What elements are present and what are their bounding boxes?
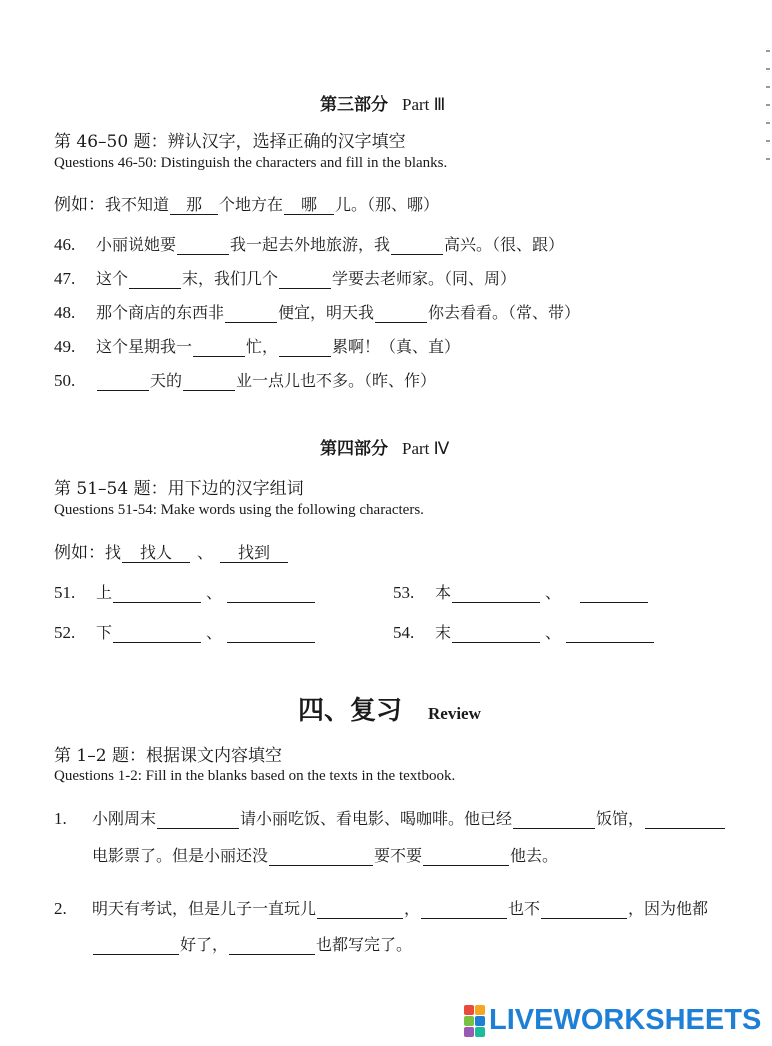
liveworksheets-logo: [464, 1004, 761, 1037]
answer-blank[interactable]: [375, 303, 427, 323]
example-answer: 找到: [220, 543, 288, 563]
separator: 、: [545, 583, 562, 602]
question-text: ，: [404, 899, 421, 918]
question-54: [393, 620, 655, 643]
answer-blank[interactable]: [541, 899, 627, 919]
answer-blank[interactable]: [421, 899, 507, 919]
answer-blank[interactable]: [452, 583, 540, 603]
answer-blank[interactable]: [645, 809, 725, 829]
question-text: 你去看看。（常、带）: [428, 303, 581, 322]
question-53: [393, 580, 649, 603]
question-number: 53.: [393, 583, 415, 602]
answer-blank[interactable]: [113, 583, 201, 603]
answer-blank[interactable]: [580, 583, 648, 603]
review-instruction-zh: 第 1–2 题：根据课文内容填空: [54, 746, 282, 766]
question-48: [54, 300, 580, 323]
question-text: 忙，: [246, 337, 279, 356]
part3-title-en: Part Ⅲ: [402, 95, 446, 114]
question-number: 48.: [54, 303, 76, 322]
answer-blank[interactable]: [97, 371, 149, 391]
part4-title: [320, 434, 449, 459]
question-text: 累啊！（真、直）: [332, 337, 461, 356]
question-text: 我一起去外地旅游，我: [230, 235, 391, 254]
answer-blank[interactable]: [513, 809, 595, 829]
question-text: 学要去老师家。（同、周）: [332, 269, 517, 288]
separator: 、: [206, 583, 223, 602]
question-number: 49.: [54, 337, 76, 356]
question-text: 明天有考试，但是儿子一直玩儿: [92, 899, 317, 918]
question-text: ，因为他都: [628, 899, 709, 918]
answer-blank[interactable]: [113, 623, 201, 643]
example-text: 个地方在: [219, 195, 284, 214]
answer-blank[interactable]: [423, 846, 509, 866]
answer-blank[interactable]: [129, 269, 181, 289]
answer-blank[interactable]: [391, 235, 443, 255]
question-51: [54, 580, 316, 603]
question-number: 54.: [393, 623, 415, 642]
answer-blank[interactable]: [183, 371, 235, 391]
question-number: 47.: [54, 269, 76, 288]
question-text: 末，我们几个: [182, 269, 279, 288]
question-char: 上: [96, 583, 113, 602]
question-char: 本: [435, 583, 452, 602]
part4-title-en: Part Ⅳ: [402, 439, 450, 458]
answer-blank[interactable]: [229, 935, 315, 955]
part3-example: [54, 190, 439, 215]
part3-title: [320, 90, 445, 115]
question-text: 要不要: [374, 846, 423, 865]
review-title: [298, 690, 481, 727]
question-text: 小丽说她要: [96, 235, 177, 254]
question-number: 52.: [54, 623, 76, 642]
question-46: [54, 232, 564, 255]
question-text: 电影票了。但是小丽还没: [92, 846, 269, 865]
answer-blank[interactable]: [279, 337, 331, 357]
question-number: 1.: [54, 809, 67, 828]
question-text: 高兴。（很、跟）: [444, 235, 565, 254]
separator: 、: [545, 623, 562, 642]
question-text: 这个: [96, 269, 129, 288]
answer-blank[interactable]: [566, 623, 654, 643]
separator: 、: [197, 543, 214, 562]
review-q2-line2: [92, 932, 412, 955]
separator: 、: [206, 623, 223, 642]
review-q2-line1: [54, 896, 708, 919]
example-text: 儿。（那、哪）: [335, 195, 440, 214]
margin-marks: [766, 50, 772, 190]
question-number: 51.: [54, 583, 76, 602]
question-number: 46.: [54, 235, 76, 254]
answer-blank[interactable]: [177, 235, 229, 255]
answer-blank[interactable]: [269, 846, 373, 866]
question-50: [54, 368, 436, 391]
question-text: 这个星期我一: [96, 337, 193, 356]
example-char: 找: [105, 543, 122, 562]
example-answer: 那: [170, 195, 218, 215]
question-52: [54, 620, 316, 643]
review-q1-line2: [92, 843, 558, 866]
question-text: 饭馆，: [596, 809, 645, 828]
answer-blank[interactable]: [227, 583, 315, 603]
question-text: 业一点儿也不多。（昨、作）: [236, 371, 437, 390]
answer-blank[interactable]: [279, 269, 331, 289]
question-49: [54, 334, 460, 357]
part4-title-zh: 第四部分: [320, 439, 388, 459]
review-title-en: Review: [428, 704, 481, 723]
logo-text: LIVEWORKSHEETS: [489, 1004, 762, 1036]
part3-instruction-zh: 第 46–50 题：辨认汉字，选择正确的汉字填空: [54, 132, 406, 152]
answer-blank[interactable]: [225, 303, 277, 323]
part4-instruction-zh: 第 51–54 题：用下边的汉字组词: [54, 479, 304, 499]
question-number: 2.: [54, 899, 67, 918]
answer-blank[interactable]: [193, 337, 245, 357]
question-47: [54, 266, 516, 289]
question-text: 也都写完了。: [316, 935, 413, 954]
example-label: 例如：: [54, 543, 105, 563]
answer-blank[interactable]: [93, 935, 179, 955]
question-char: 下: [96, 623, 113, 642]
review-title-zh: 四、复习: [298, 696, 403, 726]
answer-blank[interactable]: [157, 809, 239, 829]
example-answer: 找人: [122, 543, 190, 563]
answer-blank[interactable]: [317, 899, 403, 919]
part3-title-zh: 第三部分: [320, 95, 388, 115]
question-text: 便宜，明天我: [278, 303, 375, 322]
question-text: 也不: [508, 899, 541, 918]
review-q1-line1: [54, 806, 726, 829]
part4-example: [54, 538, 289, 563]
example-answer: 哪: [284, 195, 334, 215]
logo-mark-icon: [464, 1005, 485, 1037]
question-text: 小刚周末: [92, 809, 157, 828]
answer-blank[interactable]: [227, 623, 315, 643]
question-text: 他去。: [510, 846, 559, 865]
example-label: 例如：: [54, 195, 105, 215]
question-text: 天的: [150, 371, 183, 390]
part4-instruction-en: Questions 51-54: Make words using the following characters.: [54, 502, 424, 518]
question-text: 好了，: [180, 935, 229, 954]
question-number: 50.: [54, 371, 76, 390]
question-text: 请小丽吃饭、看电影、喝咖啡。他已经: [240, 809, 513, 828]
review-instruction-en: Questions 1-2: Fill in the blanks based on the texts in the textbook.: [54, 768, 456, 784]
question-char: 末: [435, 623, 452, 642]
part3-instruction-en: Questions 46-50: Distinguish the characters and fill in the blanks.: [54, 155, 448, 171]
question-text: 那个商店的东西非: [96, 303, 225, 322]
answer-blank[interactable]: [452, 623, 540, 643]
example-text: 我不知道: [105, 195, 170, 214]
